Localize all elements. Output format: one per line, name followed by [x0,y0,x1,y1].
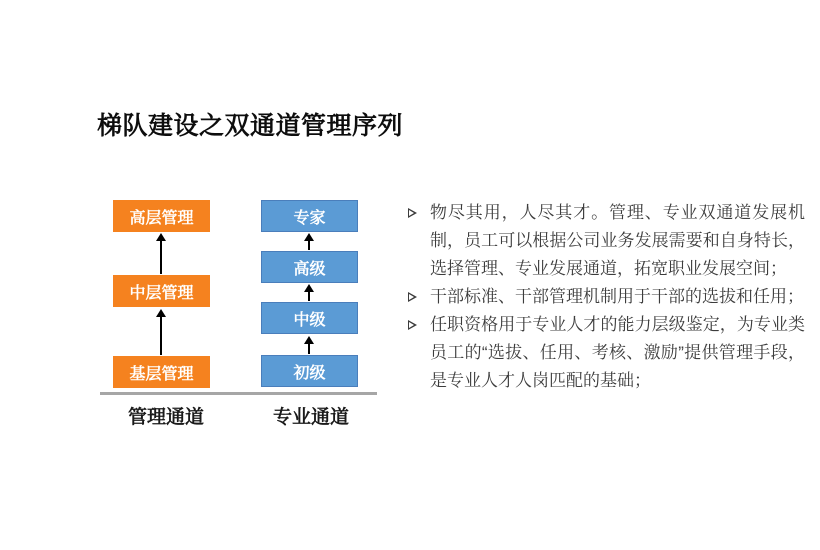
arrow-stem [308,241,310,250]
management-channel-label: 管理通道 [127,407,204,428]
management-level-senior: 高层管理 [113,200,210,232]
professional-channel-label: 专业通道 [272,407,349,428]
page-title: 梯队建设之双通道管理序列 [97,112,404,140]
professional-level-junior: 初级 [261,355,358,387]
up-arrow-icon [303,336,315,354]
arrow-head [156,233,166,241]
arrow-head [156,309,166,317]
bullet-item [407,283,805,311]
up-arrow-icon [303,233,315,250]
arrow-head [304,233,314,241]
management-level-middle: 中层管理 [113,275,210,307]
bullet-item [407,199,805,283]
professional-level-senior: 高级 [261,251,358,283]
arrow-bullet-icon [408,320,417,330]
bullet-text: 任职资格用于专业人才的能力层级鉴定，为专业类员工的“选拔、任用、考核、激励”提供管理手段，是专业人才人岗匹配的基础； [430,315,805,390]
up-arrow-icon [155,309,167,355]
arrow-stem [160,317,162,355]
bullet-text: 物尽其用，人尽其才。管理、专业双通道发展机制，员工可以根据公司业务发展需要和自身特长，选择管理、专业发展通道，拓宽职业发展空间； [430,203,805,278]
professional-level-expert: 专家 [261,200,358,232]
arrow-head [304,336,314,344]
arrow-stem [308,344,310,354]
arrow-bullet-icon [408,292,417,302]
up-arrow-icon [303,284,315,301]
channel-baseline [100,392,377,395]
up-arrow-icon [155,233,167,274]
professional-level-intermediate: 中级 [261,302,358,334]
arrow-bullet-icon [408,208,417,218]
management-level-base: 基层管理 [113,356,210,388]
arrow-stem [160,241,162,274]
arrow-stem [308,292,310,301]
arrow-head [304,284,314,292]
bullet-item [407,311,805,395]
bullet-list [407,199,805,395]
bullet-text: 干部标准、干部管理机制用于干部的选拔和任用； [430,287,804,306]
